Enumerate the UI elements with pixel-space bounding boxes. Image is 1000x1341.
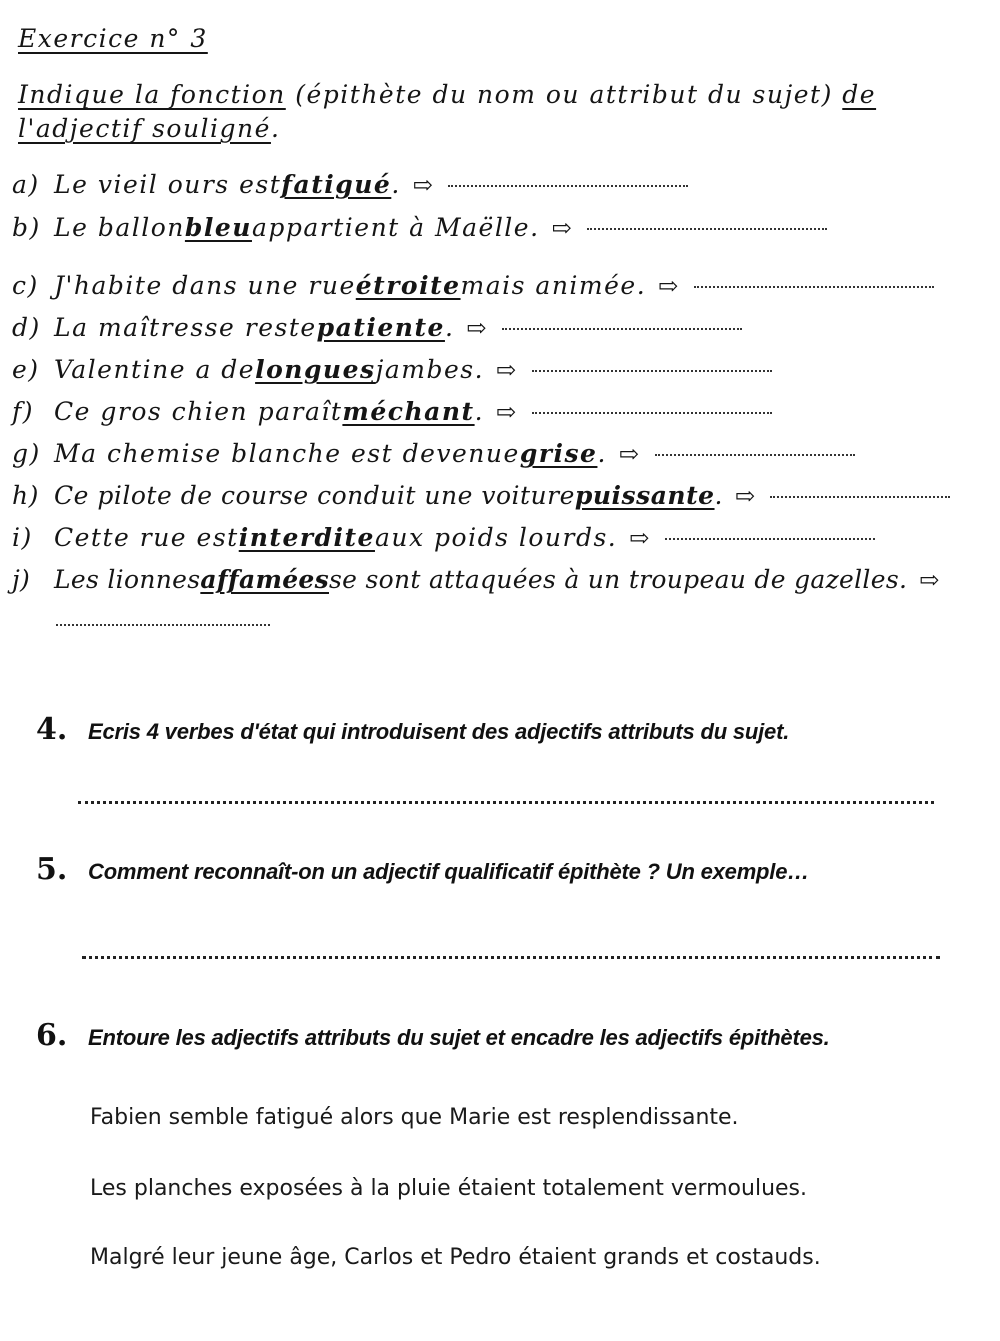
underlined-adjective: étroite xyxy=(355,271,461,300)
item-letter: a) xyxy=(12,170,40,199)
answer-line-q5[interactable] xyxy=(82,955,940,959)
sentence-2: Les planches exposées à la pluie étaient totalement vermoulues. xyxy=(90,1176,808,1201)
item-text-after: . xyxy=(597,439,607,468)
question-text: Comment reconnaît-on un adjectif qualificatif épithète ? Un exemple… xyxy=(88,859,810,884)
exercise-instruction xyxy=(18,78,986,146)
item-text-before: J'habite dans une rue xyxy=(54,271,356,300)
instruction-part-3: de l'adjectif souligné xyxy=(18,80,877,143)
item-letter: i) xyxy=(12,523,33,552)
item-text-after: aux poids lourds. xyxy=(374,523,618,552)
arrow-icon: ⇨ xyxy=(618,440,641,468)
exercise-item-j xyxy=(12,565,954,594)
item-text-after: mais animée. xyxy=(460,271,647,300)
exercise-item-e xyxy=(12,355,772,384)
answer-blank[interactable] xyxy=(694,285,934,288)
underlined-adjective: méchant xyxy=(342,397,475,426)
item-letter: e) xyxy=(12,355,40,384)
answer-blank[interactable] xyxy=(532,411,772,414)
arrow-icon: ⇨ xyxy=(551,214,574,242)
arrow-icon: ⇨ xyxy=(496,398,518,426)
item-letter: j) xyxy=(12,565,31,594)
exercise-item-c xyxy=(12,271,934,300)
item-text-after: . xyxy=(714,481,723,510)
exercise-item-d xyxy=(12,313,742,342)
item-text-before: Ma chemise blanche est devenue xyxy=(54,439,520,468)
answer-blank[interactable] xyxy=(448,184,688,187)
item-letter: c) xyxy=(12,271,39,300)
answer-blank[interactable] xyxy=(665,537,875,540)
answer-blank[interactable] xyxy=(502,327,742,330)
item-letter: h) xyxy=(12,481,39,510)
question-text: Ecris 4 verbes d'état qui introduisent des adjectifs attributs du sujet. xyxy=(88,719,790,744)
answer-blank-j[interactable] xyxy=(56,623,270,626)
item-text-before: Le vieil ours est xyxy=(54,170,282,199)
answer-blank[interactable] xyxy=(655,453,855,456)
instruction-part-2: (épithète du nom ou attribut du sujet) xyxy=(285,80,843,109)
item-text-before: Ce gros chien paraît xyxy=(54,397,343,426)
question-5 xyxy=(36,852,809,887)
exercise-item-g xyxy=(12,439,855,468)
arrow-icon: ⇨ xyxy=(412,171,435,199)
exercise-title: Exercice n° 3 xyxy=(18,24,208,53)
underlined-adjective: affamées xyxy=(200,565,329,594)
underlined-adjective: fatigué xyxy=(281,170,392,199)
item-text-before: Cette rue est xyxy=(54,523,239,552)
question-6 xyxy=(36,1018,830,1053)
arrow-icon: ⇨ xyxy=(496,356,518,384)
answer-blank[interactable] xyxy=(532,369,772,372)
item-text-after: . xyxy=(474,397,485,426)
question-4 xyxy=(36,712,789,747)
item-text-after: appartient à Maëlle. xyxy=(251,213,540,242)
item-text-after: se sont attaquées à un troupeau de gazelles. xyxy=(329,565,908,594)
question-number: 4. xyxy=(36,712,68,747)
underlined-adjective: longues xyxy=(255,355,376,384)
arrow-icon: ⇨ xyxy=(658,272,680,300)
underlined-adjective: puissante xyxy=(574,481,715,510)
answer-line-q4[interactable] xyxy=(78,800,934,804)
arrow-icon: ⇨ xyxy=(734,482,756,510)
item-letter: b) xyxy=(12,213,41,242)
arrow-icon: ⇨ xyxy=(629,524,651,552)
question-number: 5. xyxy=(36,852,68,887)
instruction-part-1: Indique la fonction xyxy=(18,80,286,109)
item-text-before: Les lionnes xyxy=(54,565,201,594)
item-text-before: Le ballon xyxy=(54,213,185,242)
exercise-item-i xyxy=(12,523,875,552)
item-text-before: La maîtresse reste xyxy=(54,313,317,342)
answer-blank[interactable] xyxy=(770,495,950,498)
item-text-after: jambes. xyxy=(375,355,485,384)
exercise-item-f xyxy=(12,397,772,426)
sentence-1: Fabien semble fatigué alors que Marie est resplendissante. xyxy=(90,1105,739,1130)
sentence-3: Malgré leur jeune âge, Carlos et Pedro étaient grands et costauds. xyxy=(90,1245,821,1270)
instruction-part-4: . xyxy=(270,114,281,143)
exercise-item-h xyxy=(12,481,950,510)
underlined-adjective: patiente xyxy=(316,313,445,342)
underlined-adjective: grise xyxy=(519,439,598,468)
item-text-before: Valentine a de xyxy=(54,355,256,384)
exercise-item-b xyxy=(12,213,827,242)
item-letter: g) xyxy=(12,439,41,468)
question-text: Entoure les adjectifs attributs du sujet et encadre les adjectifs épithètes. xyxy=(88,1025,830,1050)
arrow-icon: ⇨ xyxy=(919,566,940,594)
question-number: 6. xyxy=(36,1018,68,1053)
item-letter: f) xyxy=(12,397,35,426)
exercise-item-a xyxy=(12,170,688,199)
item-text-after: . xyxy=(391,170,401,199)
underlined-adjective: interdite xyxy=(238,523,375,552)
underlined-adjective: bleu xyxy=(184,213,252,242)
item-text-before: Ce pilote de course conduit une voiture xyxy=(54,481,575,510)
answer-blank[interactable] xyxy=(587,227,827,230)
item-text-after: . xyxy=(444,313,455,342)
arrow-icon: ⇨ xyxy=(466,314,488,342)
item-letter: d) xyxy=(12,313,41,342)
